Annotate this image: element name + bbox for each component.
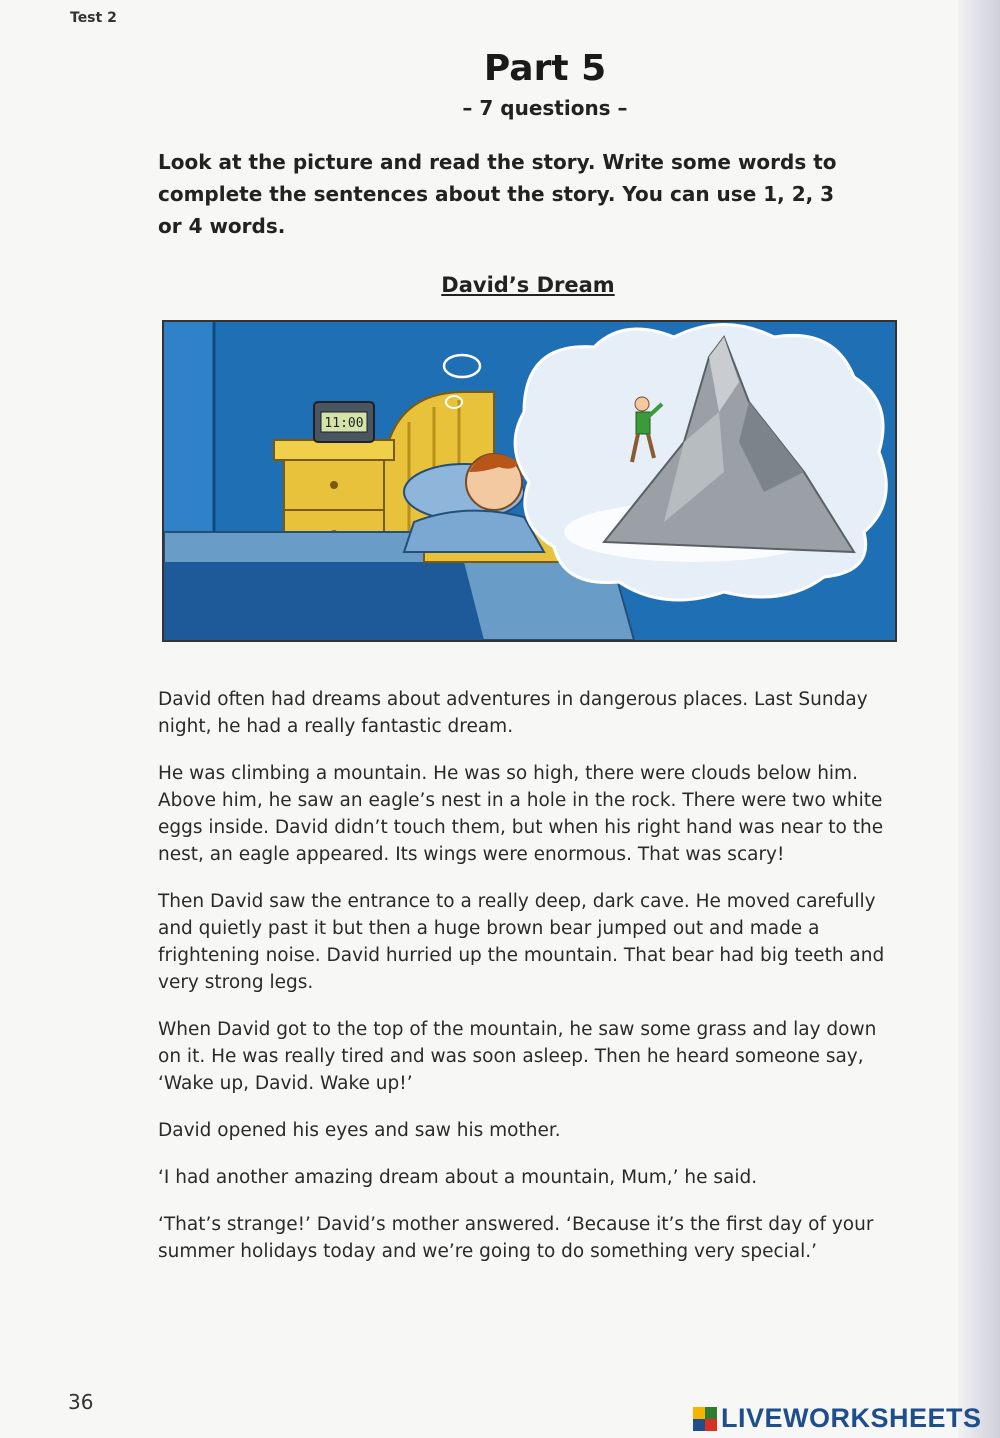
liveworksheets-brand[interactable]	[693, 1403, 982, 1434]
bed-side	[164, 562, 484, 640]
story-paragraph: When David got to the top of the mountain, he saw some grass and lay down on it. He was really tired and was soon asleep. Then he heard someone say, ‘Wake up, David. Wake up!’	[158, 1019, 877, 1094]
climber-head	[635, 397, 649, 411]
page-number: 36	[68, 1390, 94, 1414]
story-paragraph: David often had dreams about adventures in dangerous places. Last Sunday night, he had a really fantastic dream.	[158, 689, 868, 737]
story-text	[158, 686, 903, 1285]
story-paragraph: David opened his eyes and saw his mother.	[158, 1120, 561, 1141]
part-title: Part 5	[483, 48, 607, 89]
story-paragraph: Then David saw the entrance to a really deep, dark cave. He moved carefully and quietly past it but then a huge brown bear jumped out and made a frightening noise. David hurried up the mountain. That bear had big teeth and very strong legs.	[158, 891, 885, 993]
clock-time: 11:00	[324, 416, 364, 431]
story-paragraph: ‘I had another amazing dream about a mountain, Mum,’ he said.	[158, 1167, 758, 1188]
story-picture	[162, 320, 897, 642]
page-edge-shadow	[958, 0, 1000, 1438]
story-paragraph: He was climbing a mountain. He was so high, there were clouds below him. Above him, he saw an eagle’s nest in a hole in the rock. There were two white eggs inside. David didn’t touch them, but when his right hand was near to the nest, an eagle appeared. Its wings were enormous. That was scary!	[158, 763, 884, 865]
story-paragraph: ‘That’s strange!’ David’s mother answered. ‘Because it’s the first day of your summer holidays today and we’re going to do something very special.’	[158, 1214, 874, 1262]
bedroom-dream-illustration	[164, 322, 895, 640]
test-label: Test 2	[70, 10, 117, 26]
part-subtitle: – 7 questions –	[462, 96, 628, 120]
brand-name: LIVEWORKSHEETS	[721, 1403, 982, 1433]
liveworksheets-logo-icon	[693, 1407, 717, 1431]
drawer-knob	[330, 481, 338, 489]
story-title: David’s Dream	[441, 273, 615, 297]
instructions: Look at the picture and read the story. Write some words to complete the sentences about the story. You can use 1, 2, 3 or 4 words.	[158, 150, 837, 238]
